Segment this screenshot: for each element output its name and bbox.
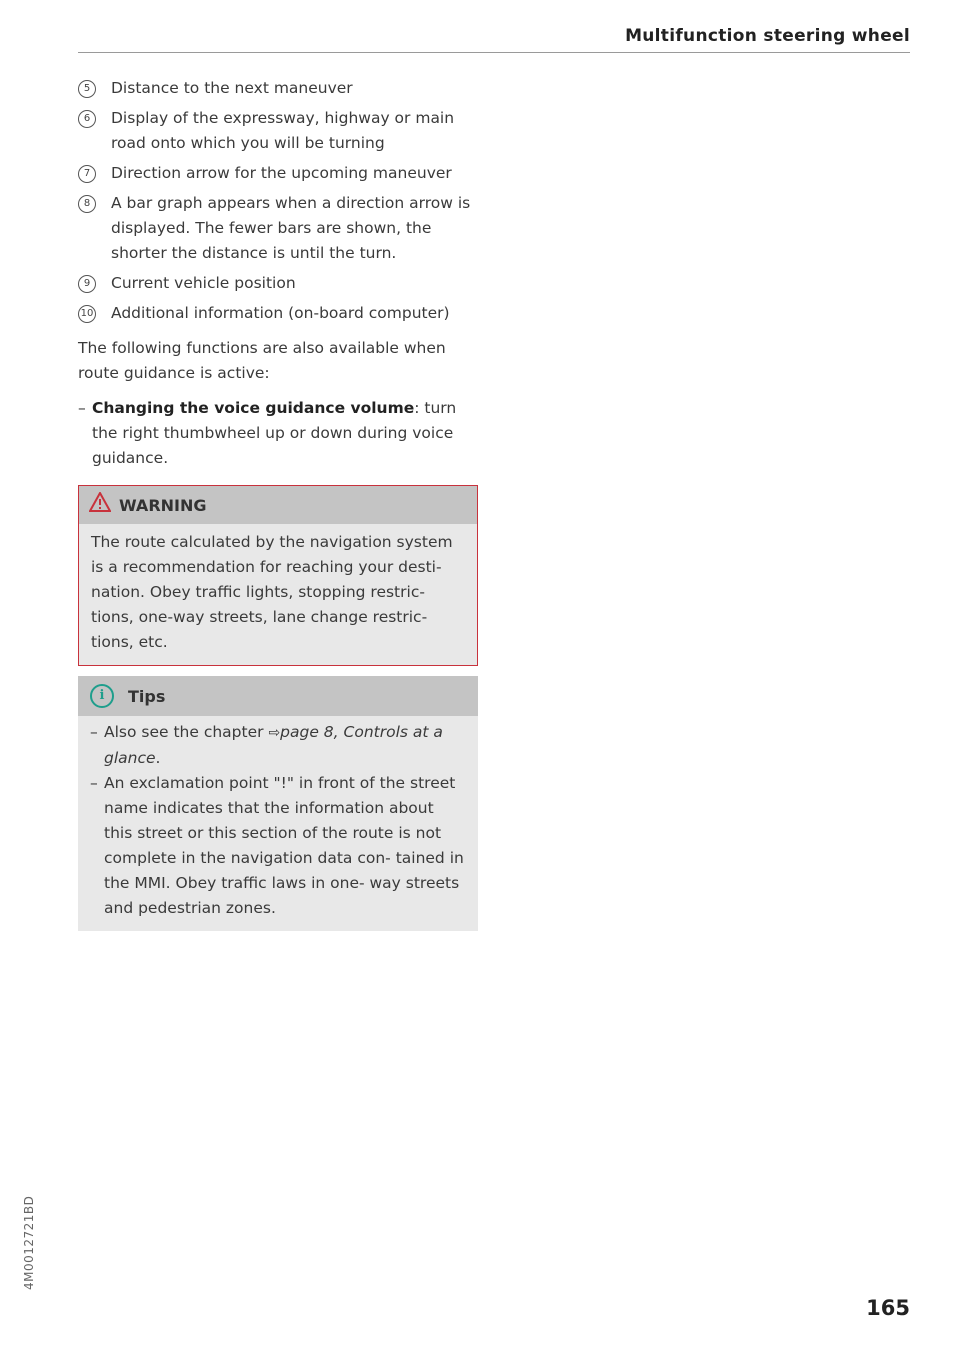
dash-bullet: – (90, 774, 98, 792)
tips-header (78, 676, 478, 716)
warning-header (79, 486, 477, 524)
legend-number: 7 (78, 165, 96, 183)
intro-paragraph: The following functions are also available when route guidance is active: (78, 339, 446, 382)
warning-box (78, 485, 478, 666)
legend-item (78, 271, 478, 296)
tips-list-item (90, 720, 466, 771)
legend-number: 8 (78, 195, 96, 213)
tips-item-prefix: Also see the chapter (104, 723, 269, 741)
legend-item (78, 106, 478, 156)
legend-item (78, 301, 478, 326)
legend-item (78, 191, 478, 266)
function-list-item (78, 396, 478, 471)
page-number: 165 (866, 1296, 910, 1320)
tips-box (78, 676, 478, 931)
legend-text: Display of the expressway, highway or main road onto which you will be turning (111, 109, 455, 152)
main-column (78, 76, 478, 931)
chapter-link[interactable]: page 8, Controls at a glance (104, 723, 443, 767)
function-name: Changing the voice guidance volume (92, 399, 415, 417)
tips-item-suffix: . (155, 749, 161, 767)
tips-title: Tips (128, 686, 166, 706)
legend-text: Current vehicle position (111, 274, 296, 292)
legend-text: A bar graph appears when a direction arrow is displayed. The fewer bars are shown, the shorter the distance is until the turn. (111, 194, 471, 262)
legend-text: Additional information (on-board computer) (111, 304, 450, 322)
legend-text: Direction arrow for the upcoming maneuver (111, 164, 452, 182)
dash-bullet: – (78, 399, 86, 417)
legend-item (78, 76, 478, 101)
function-description: : turn the right thumbwheel up or down during voice guidance. (92, 399, 457, 467)
running-header: Multifunction steering wheel (625, 26, 910, 46)
arrow-right-icon: ⇨ (268, 725, 281, 741)
header-rule (78, 52, 910, 53)
legend-text: Distance to the next maneuver (111, 79, 353, 97)
warning-text: The route calculated by the navigation system is a recommendation for reaching your desti- nation. Obey traffic lights, stopping restric- tions, one-way streets, lane change restric- tions, etc. (91, 533, 453, 651)
warning-triangle-icon (89, 492, 111, 519)
legend-item (78, 161, 478, 186)
tips-item-text: An exclamation point "!" in front of the street name indicates that the information about this street or this section of the route is not complete in the navigation data con- tained in the MMI. Obey traffic laws in one- way streets and pedestrian zones. (104, 774, 464, 917)
info-icon: i (90, 684, 114, 708)
warning-title: WARNING (119, 495, 207, 515)
tips-list-item (90, 771, 466, 921)
legend-number: 6 (78, 110, 96, 128)
document-code: 4M0012721BD (22, 1195, 36, 1290)
dash-bullet: – (90, 723, 98, 741)
legend-number: 9 (78, 275, 96, 293)
legend-number: 10 (78, 305, 96, 323)
legend-number: 5 (78, 80, 96, 98)
tips-body (78, 716, 478, 931)
